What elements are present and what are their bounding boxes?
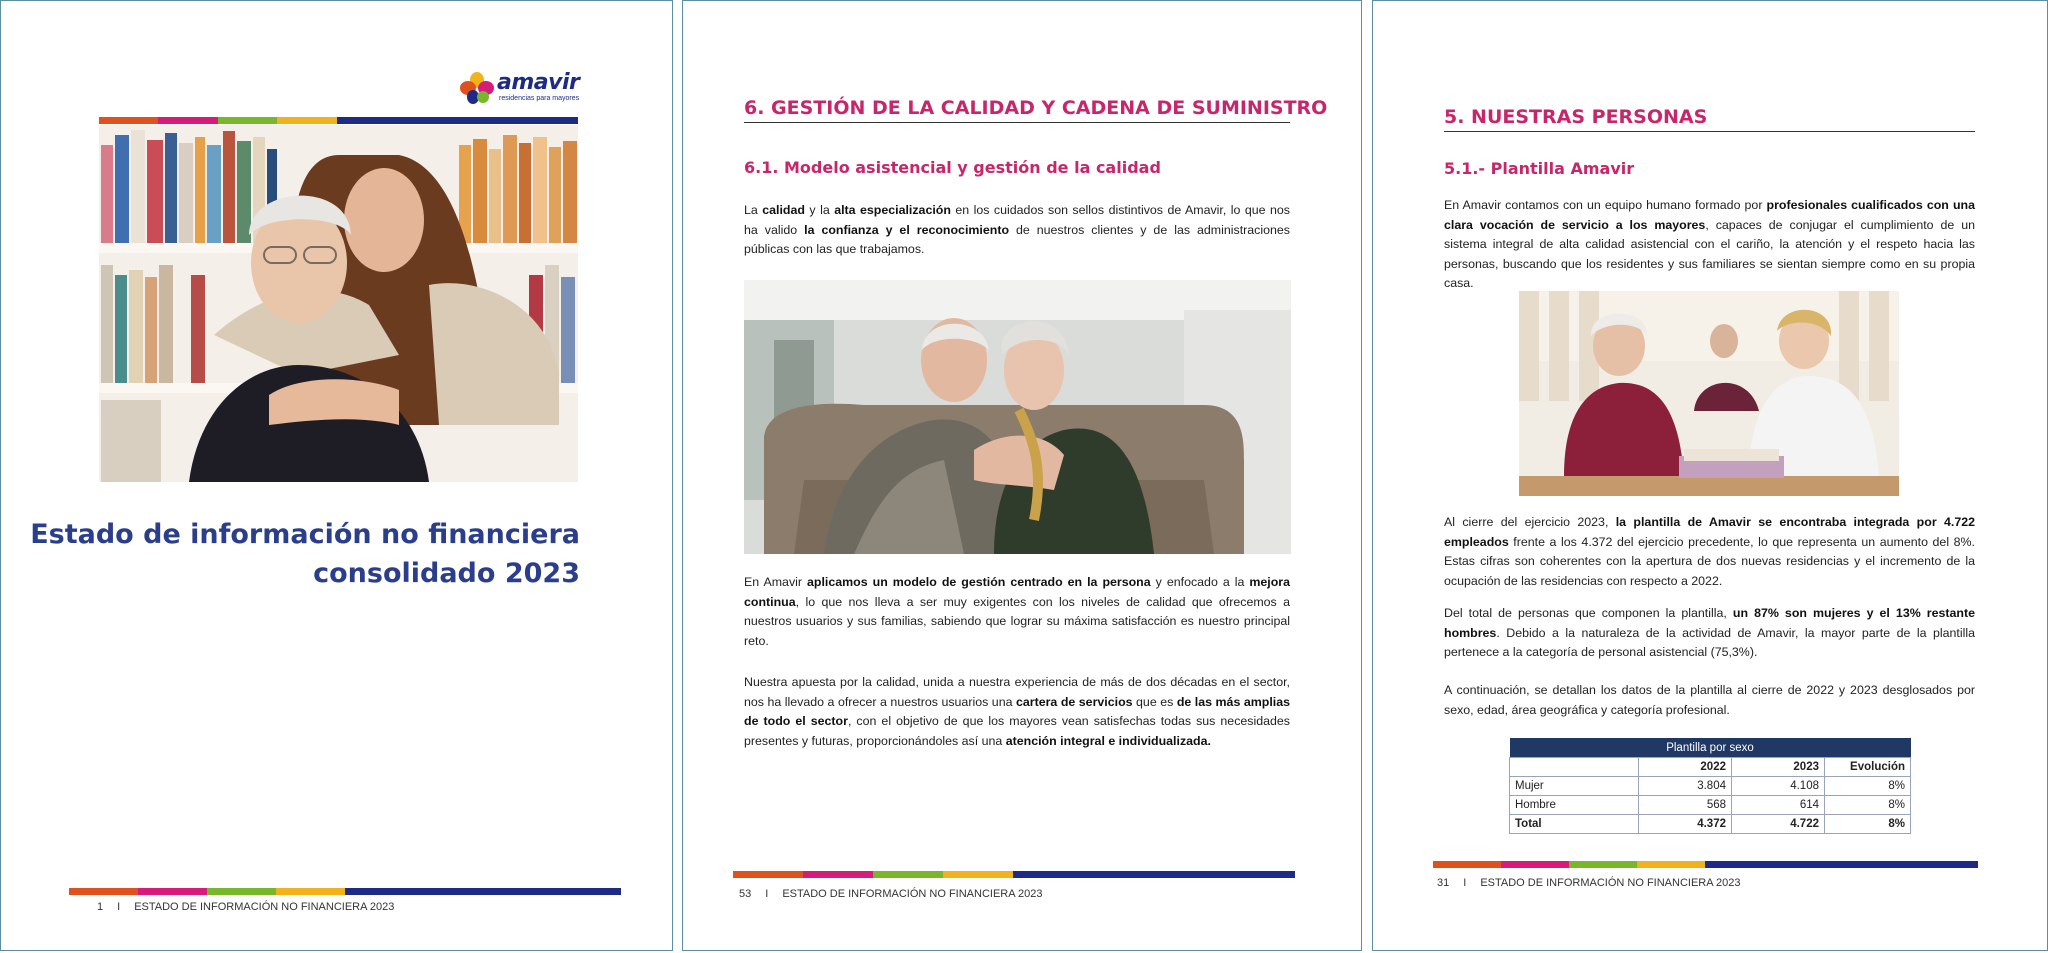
page-footer	[1437, 877, 1741, 889]
table-cell: Total	[1510, 815, 1639, 834]
text-run: Al cierre del ejercicio 2023,	[1444, 515, 1616, 529]
table-header-cell: Evolución	[1825, 758, 1911, 777]
staff-by-sex-table	[1509, 738, 1911, 834]
text-run: . Debido a la naturaleza de la actividad de Amavir, la mayor parte de la plantilla pertenece a la categoría de personal asistencial (75,3%).	[1444, 625, 1975, 660]
table-header-row	[1510, 758, 1911, 777]
logo-wordmark: amavir	[497, 70, 580, 95]
table-caption: Plantilla por sexo	[1510, 738, 1911, 758]
paragraph-quality-intro	[744, 201, 1290, 260]
subsection-heading: 5.1.- Plantilla Amavir	[1444, 159, 1635, 178]
text-run: Nuestra apuesta por la calidad, unida a nuestra experiencia de más de dos décadas en el sector, nos ha llevado a ofrecer a nuestros usuarios una	[744, 675, 1290, 709]
text-run: En Amavir	[744, 575, 808, 589]
title-line-1: Estado de información no financiera	[30, 519, 580, 550]
bold-text-run: profesionales cualificados con una clara vocación de servicio a los mayores	[1444, 198, 1975, 232]
paragraph-team-intro	[1444, 196, 1975, 294]
page-number: 53	[739, 888, 752, 900]
table-row	[1510, 777, 1911, 796]
text-run: Del total de personas que componen la plantilla,	[1444, 606, 1733, 620]
section-heading: 6. GESTIÓN DE LA CALIDAD Y CADENA DE SUMINISTRO	[744, 97, 1290, 123]
table-cell: Mujer	[1510, 777, 1639, 796]
bold-text-run: calidad	[762, 203, 805, 217]
page-footer	[739, 888, 1043, 900]
page-footer	[97, 901, 394, 913]
color-stripe-bottom	[733, 871, 1295, 878]
elderly-couple-photo	[744, 280, 1291, 554]
table-cell: 8%	[1825, 815, 1911, 834]
bold-text-run: de las más amplias de todo el sector	[744, 694, 1290, 729]
color-stripe-bottom	[69, 888, 621, 895]
page-number: 31	[1437, 877, 1450, 889]
footer-separator: I	[765, 888, 769, 900]
paragraph-gender-split	[1444, 604, 1975, 663]
amavir-logo	[459, 70, 579, 106]
bold-text-run: aplicamos un modelo de gestión centrado en la persona	[807, 575, 1151, 589]
subsection-heading: 6.1. Modelo asistencial y gestión de la calidad	[744, 158, 1161, 177]
table-total-row	[1510, 815, 1911, 834]
text-run: , con el objetivo de que los mayores vean satisfechas todas sus necesidades presentes y futuras, proporcionándoles así una	[744, 714, 1290, 748]
footer-text: ESTADO DE INFORMACIÓN NO FINANCIERA 2023	[134, 901, 395, 913]
table-row	[1510, 796, 1911, 815]
title-line-2: consolidado 2023	[313, 558, 580, 589]
bold-text-run: la plantilla de Amavir se encontraba integrada por 4.722 empleados	[1444, 515, 1975, 549]
table-cell: 568	[1639, 796, 1732, 815]
bold-text-run: la confianza y el reconocimiento	[804, 222, 1010, 237]
table-cell: 4.722	[1732, 815, 1825, 834]
footer-separator: I	[117, 901, 121, 913]
bold-text-run: atención integral e individualizada.	[1005, 733, 1211, 748]
table-header-cell: 2023	[1732, 758, 1825, 777]
bold-text-run: un 87% son mujeres y el 13% restante hombres	[1444, 606, 1975, 640]
text-run: y la	[804, 203, 835, 217]
table-cell: 8%	[1825, 796, 1911, 815]
logo-tagline: residencias para mayores	[499, 95, 580, 102]
page-number: 1	[97, 901, 104, 913]
color-stripe-top	[99, 117, 578, 124]
section-heading: 5. NUESTRAS PERSONAS	[1444, 106, 1975, 132]
bold-text-run: cartera de servicios	[1015, 694, 1133, 709]
text-run: frente a los 4.372 del ejercicio precedente, lo que representa un aumento del 8%. Estas cifras son coherentes con la apertura de dos nuevas residencias y el incremento de la ocupación de las residencias con respecto a 2022.	[1444, 534, 1975, 588]
text-run: en los cuidados son sellos distintivos de Amavir, lo que nos ha valido	[744, 203, 1290, 237]
text-run: En Amavir contamos con un equipo humano formado por	[1444, 198, 1767, 212]
table-header-cell	[1510, 758, 1639, 777]
paragraph-workforce-size	[1444, 513, 1975, 591]
text-run: , capaces de conjugar el cumplimiento de un sistema integral de alta calidad asistencial con el cariño, la atención y el respeto hacia las personas, buscando que los residentes y sus familiares se sientan siempre como en su propia casa.	[1444, 217, 1975, 291]
table-cell: 3.804	[1639, 777, 1732, 796]
text-run: y enfocado a la	[1150, 575, 1250, 589]
text-run: A continuación, se detallan los datos de la plantilla al cierre de 2022 y 2023 desglosados por sexo, edad, área geográfica y categoría profesional.	[1444, 683, 1975, 717]
care-staff-photo	[1519, 291, 1899, 496]
table-cell: 8%	[1825, 777, 1911, 796]
document-title	[30, 515, 580, 593]
paragraph-management-model	[744, 573, 1290, 651]
footer-text: ESTADO DE INFORMACIÓN NO FINANCIERA 2023	[1480, 877, 1741, 889]
table-header-cell: 2022	[1639, 758, 1732, 777]
text-run: de nuestros clientes y de las administraciones públicas con las que trabajamos.	[744, 222, 1290, 257]
page-53	[682, 0, 1362, 951]
paragraph-service-portfolio	[744, 673, 1290, 751]
table-cell: Hombre	[1510, 796, 1639, 815]
bold-text-run: mejora continua	[744, 575, 1290, 609]
cover-page	[0, 0, 673, 951]
cover-photo	[99, 125, 578, 482]
footer-text: ESTADO DE INFORMACIÓN NO FINANCIERA 2023	[782, 888, 1043, 900]
text-run: , lo que nos lleva a ser muy exigentes con los niveles de calidad que ofrecemos a nuestros usuarios y sus familias, sabiendo que lograr su máxima satisfacción es nuestro principal reto.	[744, 594, 1290, 648]
text-run: La	[744, 203, 763, 217]
table-cell: 4.372	[1639, 815, 1732, 834]
table-cell: 614	[1732, 796, 1825, 815]
table-cell: 4.108	[1732, 777, 1825, 796]
flower-logo-icon	[459, 72, 495, 104]
text-run: que es	[1132, 694, 1177, 709]
footer-separator: I	[1463, 877, 1467, 889]
color-stripe-bottom	[1433, 861, 1978, 868]
paragraph-table-intro	[1444, 681, 1975, 720]
page-31	[1372, 0, 2048, 951]
bold-text-run: alta especialización	[834, 203, 951, 217]
